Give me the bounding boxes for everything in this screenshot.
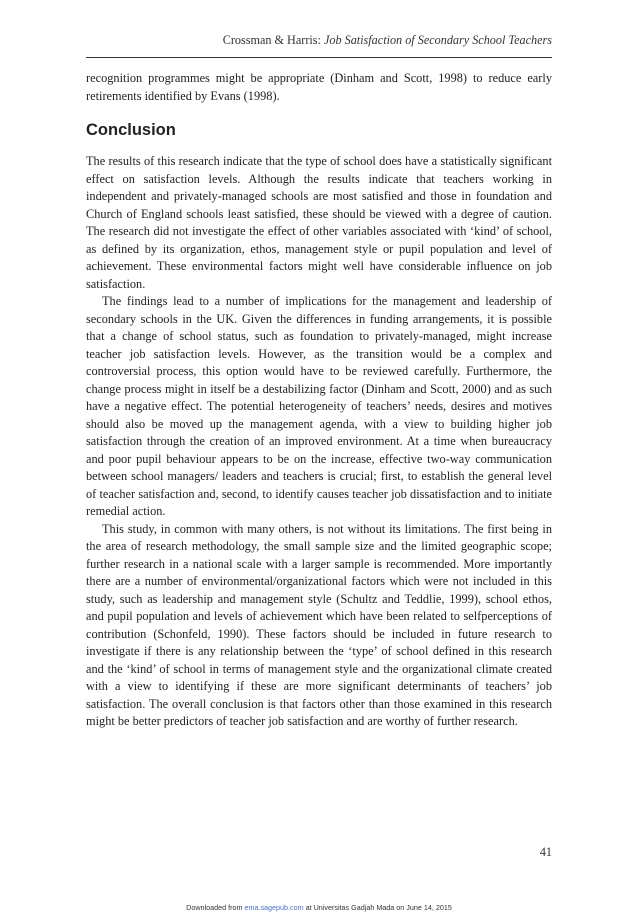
- footer-suffix: at Universitas Gadjah Mada on June 14, 2015: [303, 903, 452, 912]
- running-head: [86, 33, 552, 48]
- conclusion-paragraph-2: The findings lead to a number of implications for the management and leadership of secondary schools in the UK. Given the differences in funding arrangements, it is possible that a change of school status, such as foundation to privately-managed, might increase teacher job satisfaction levels. However, as the transition would be a complex and controversial process, this option would have to be reviewed carefully. Furthermore, the change process might in itself be a destabilizing factor (Dinham and Scott, 2000) and as such have a negative effect. The potential heterogeneity of teachers’ needs, desires and motives should also be moved up the management agenda, with a view to building higher job satisfaction through the creation of an improved environment. At a time when bureaucracy and poor pupil behaviour appears to be on the increase, effective two-way communication between school managers/ leaders and teachers is crucial; first, to establish the general level of teacher satisfaction and, second, to identify causes teacher job dissatisfaction and to initiate remedial action.: [86, 294, 552, 518]
- conclusion-paragraph-1: The results of this research indicate that the type of school does have a statistically significant effect on satisfaction levels. Although the results indicate that teachers working in independent and privately-managed schools are most satisfied and those in foundation and Church of England schools least satisfied, these should be viewed with a degree of caution. The research did not investigate the effect of other variables associated with ‘kind’ of school, as defined by its organization, ethos, management style or pupil population and level of achievement. These environmental factors might well have considerable influence on job satisfaction.: [86, 154, 552, 291]
- section-heading: Conclusion: [86, 121, 176, 139]
- article-body: [86, 70, 552, 731]
- footer-link[interactable]: ema.sagepub.com: [244, 903, 304, 912]
- footer-prefix: Downloaded from: [186, 903, 245, 912]
- running-head-title: Job Satisfaction of Secondary School Teachers: [323, 33, 552, 47]
- conclusion-paragraph-3: This study, in common with many others, is not without its limitations. The first being in the area of research methodology, the small sample size and the limited geographic scope; further research in a national scale with a larger sample is recommended. More importantly there are a number of environmental/organizational factors which were not included in this study, such as leadership and management style (Schultz and Teddlie, 1999), school ethos, and pupil population and levels of achievement which have been related to selfperceptions of contribution (Schonfeld, 1990). These factors should be included in future research to investigate if there is any relationship between the ‘type’ of school defined in this research and the ‘kind’ of school in terms of management style and the organizational climate created with a view to identifying if these are more significant determinants of teachers’ job satisfaction. The overall conclusion is that factors other than those examined in this research might be better predictors of teacher job satisfaction and are worthy of further research.: [86, 521, 552, 728]
- header-rule: [86, 57, 552, 58]
- intro-paragraph: recognition programmes might be appropriate (Dinham and Scott, 1998) to reduce early retirements identified by Evans (1998).: [86, 71, 552, 103]
- running-head-authors: Crossman & Harris:: [222, 33, 324, 47]
- page-number: 41: [539, 845, 552, 859]
- download-footer: [0, 903, 638, 912]
